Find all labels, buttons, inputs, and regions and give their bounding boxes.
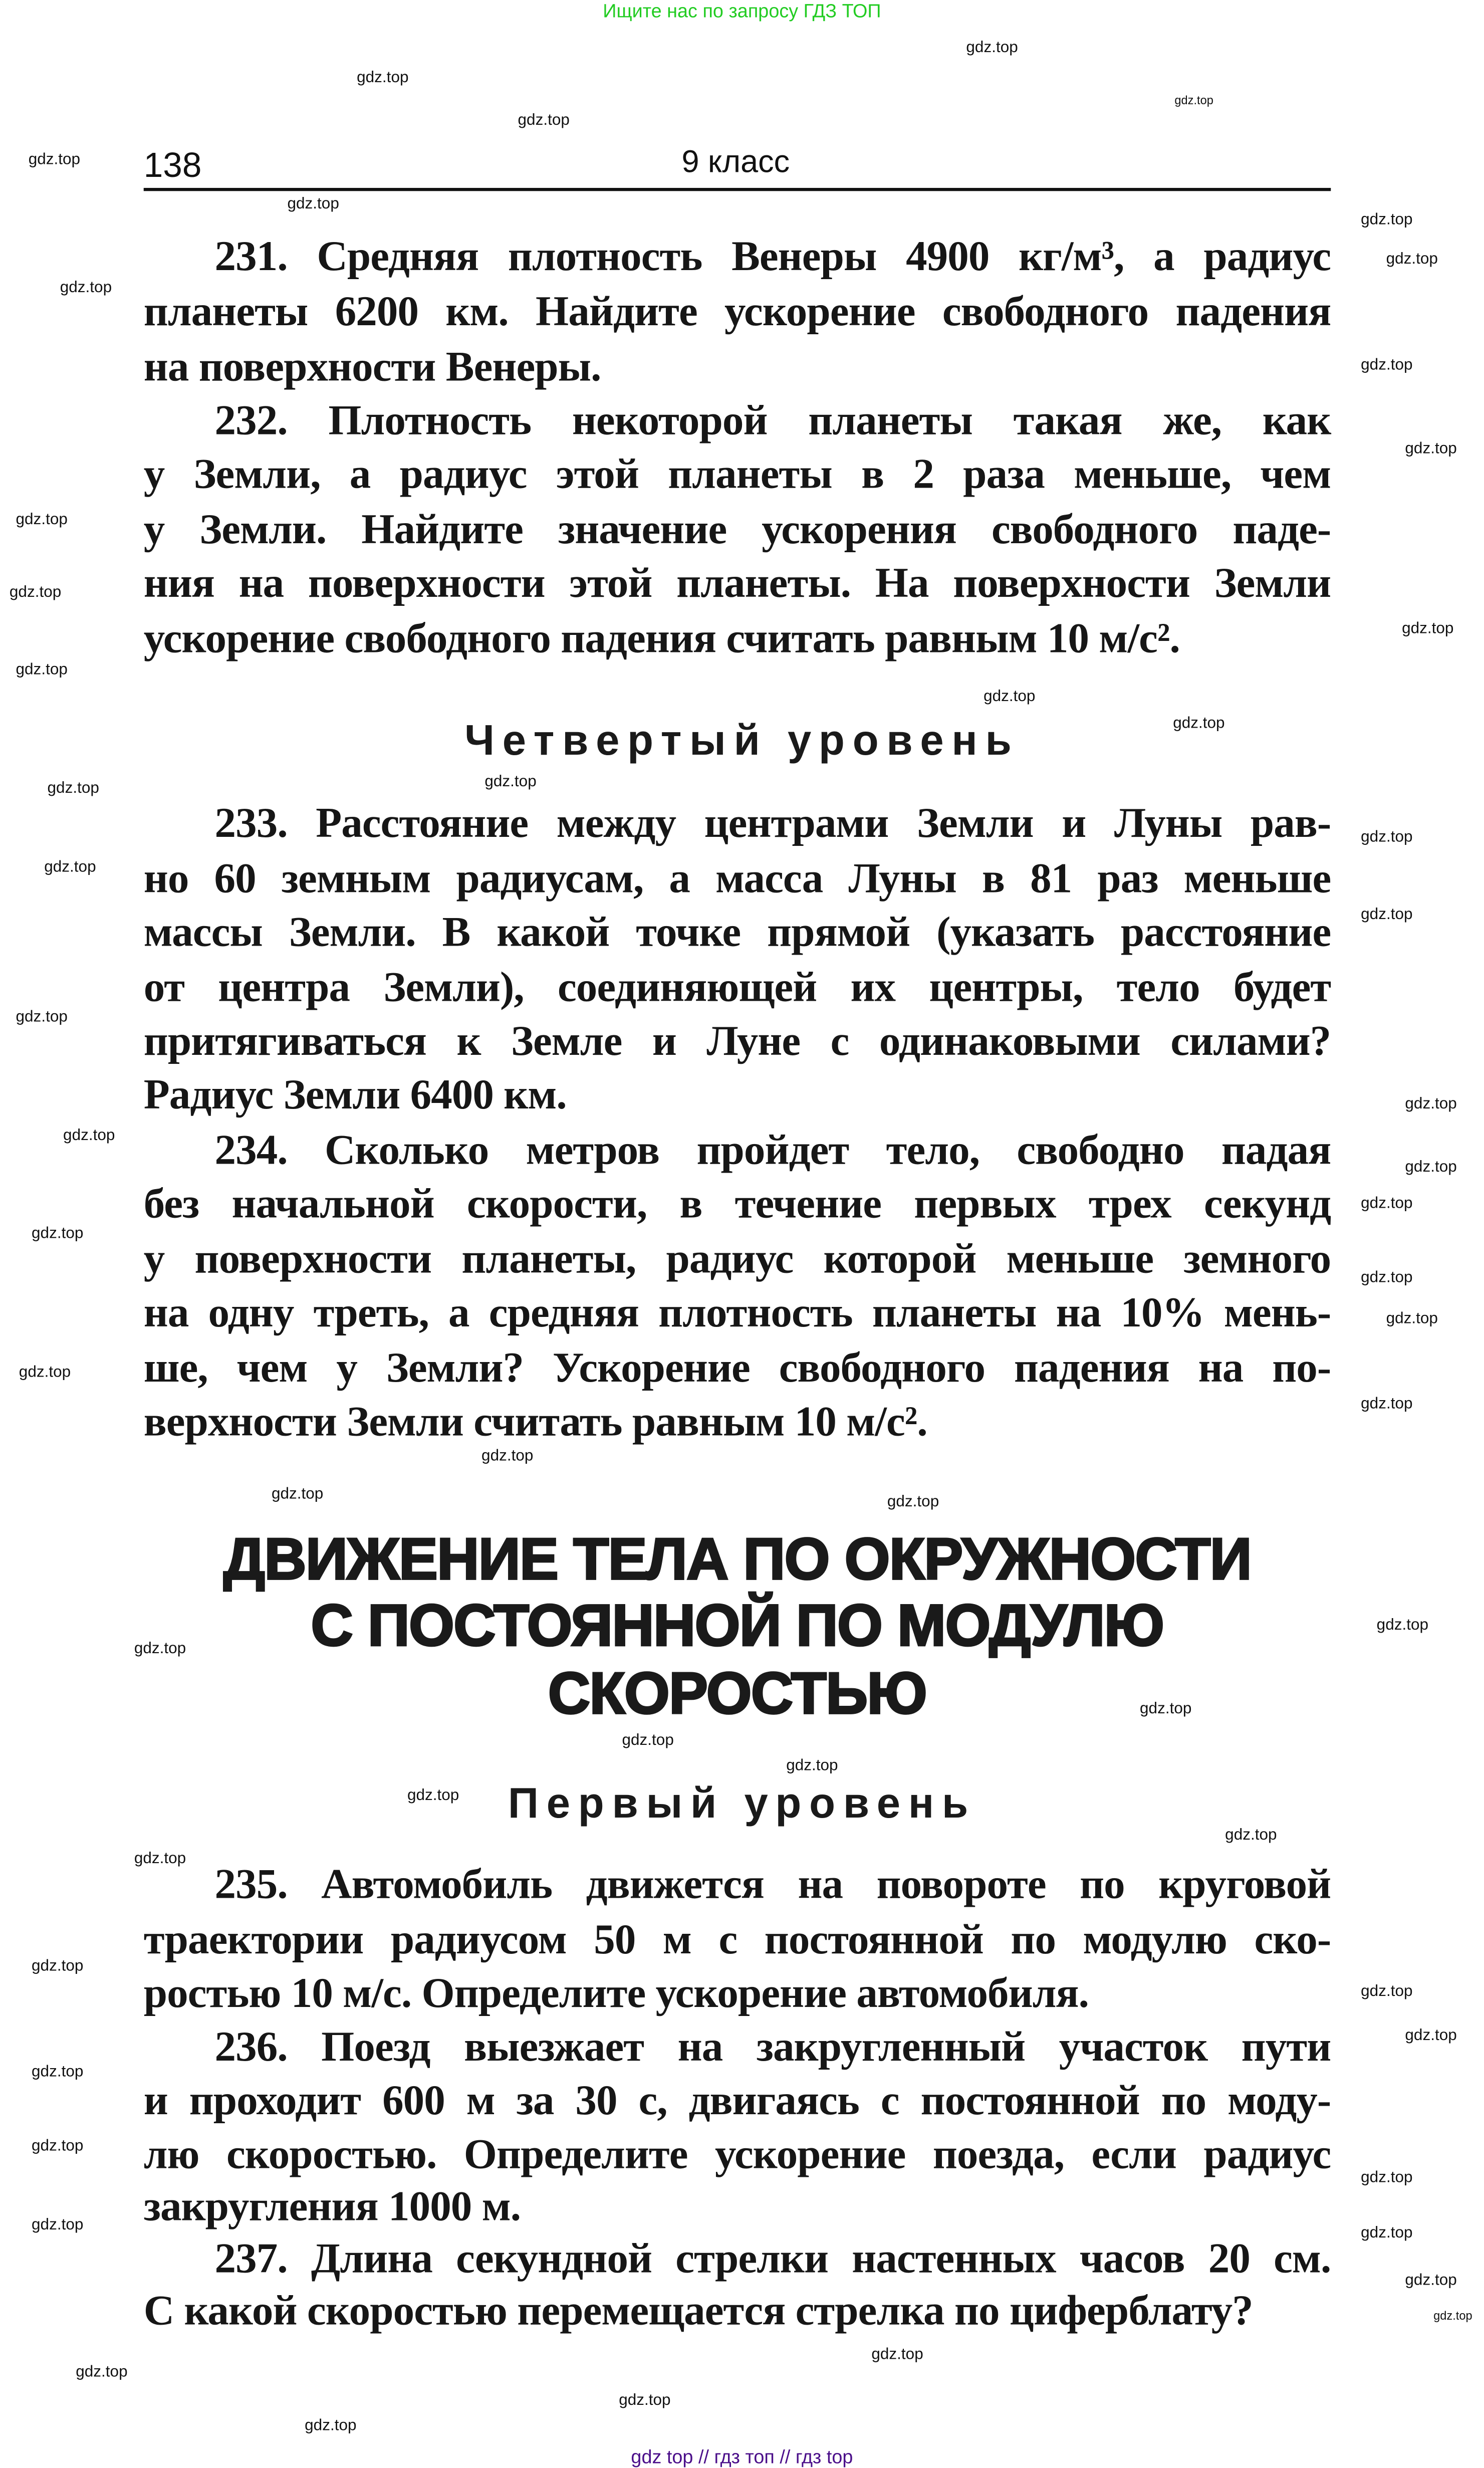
problem-line-first xyxy=(215,2231,1331,2285)
watermark: gdz.top xyxy=(60,279,112,297)
watermark: gdz.top xyxy=(518,112,570,130)
problem-text: Сколько метров пройдет тело, свободно падая xyxy=(287,1126,1331,1174)
watermark: gdz.top xyxy=(871,2346,923,2364)
watermark: gdz.top xyxy=(357,69,409,87)
watermark: gdz.top xyxy=(32,2217,84,2234)
watermark: gdz.top xyxy=(134,1850,186,1868)
watermark: gdz.top xyxy=(1225,1827,1277,1845)
problem-line: массы Земли. В какой точке прямой (указать расстояние xyxy=(143,908,1331,956)
watermark: gdz.top xyxy=(622,1732,674,1750)
problem-line: ростью 10 м/с. Определите ускорение автомобиля. xyxy=(143,1969,1089,2016)
watermark: gdz.top xyxy=(1173,715,1225,733)
watermark: gdz.top xyxy=(1361,906,1413,924)
watermark: gdz.top xyxy=(305,2417,357,2435)
problem-line-first xyxy=(215,393,1331,447)
watermark: gdz.top xyxy=(1433,2308,1472,2323)
problem-number: 231. xyxy=(214,232,288,280)
problem-line: у Земли, а радиус этой планеты в 2 раза меньше, чем xyxy=(143,450,1331,498)
problem-line: но 60 земным радиусам, а масса Луны в 81 раз меньше xyxy=(143,854,1331,902)
problem-text: Расстояние между центрами Земли и Луны рав- xyxy=(287,799,1331,846)
watermark: gdz.top xyxy=(619,2392,671,2410)
watermark: gdz.top xyxy=(484,773,537,791)
problem-line: у Земли. Найдите значение ускорения свободного паде- xyxy=(143,505,1331,553)
problem-text: Плотность некоторой планеты такая же, как xyxy=(287,396,1331,444)
watermark: gdz.top xyxy=(1386,251,1438,269)
problem-number: 232. xyxy=(214,396,288,444)
watermark: gdz.top xyxy=(1361,1983,1413,2001)
watermark: gdz.top xyxy=(32,2064,84,2082)
problem-line-first xyxy=(215,796,1331,849)
watermark: gdz.top xyxy=(887,1493,939,1511)
watermark: gdz.top xyxy=(407,1787,459,1805)
problem-line: притягиваться к Земле и Луне с одинаковыми силами? xyxy=(143,1017,1331,1064)
problem-line-first xyxy=(215,229,1331,283)
watermark: gdz.top xyxy=(16,1009,68,1027)
watermark: gdz.top xyxy=(19,1364,71,1382)
watermark: gdz.top xyxy=(1361,1195,1413,1213)
watermark: gdz.top xyxy=(9,584,62,602)
watermark: gdz.top xyxy=(32,1225,84,1243)
watermark: gdz.top xyxy=(1402,620,1454,638)
watermark: gdz.top xyxy=(63,1127,115,1145)
page-number: 138 xyxy=(143,145,202,185)
problem-number: 234. xyxy=(214,1126,288,1174)
problem-line-first xyxy=(215,2020,1331,2073)
watermark: gdz.top xyxy=(1386,1310,1438,1328)
watermark: gdz.top xyxy=(16,511,68,529)
problem-line: без начальной скорости, в течение первых трех секунд xyxy=(143,1179,1331,1227)
watermark: gdz.top xyxy=(287,195,339,213)
watermark: gdz.top xyxy=(1361,357,1413,374)
problem-line-first xyxy=(215,1857,1331,1911)
problem-line: ния на поверхности этой планеты. На поверхности Земли xyxy=(143,559,1331,606)
problem-line: ше, чем у Земли? Ускорение свободного падения на по- xyxy=(143,1343,1331,1392)
problem-line: верхности Земли считать равным 10 м/с². xyxy=(143,1397,927,1445)
watermark: gdz.top xyxy=(1361,2169,1413,2187)
problem-number: 235. xyxy=(214,1860,288,1908)
watermark: gdz.top xyxy=(1405,440,1457,458)
watermark: gdz.top xyxy=(16,661,68,679)
problem-number: 237. xyxy=(214,2234,288,2282)
watermark: gdz.top xyxy=(271,1486,324,1503)
page-header-title: 9 класс xyxy=(681,145,790,180)
watermark: gdz.top xyxy=(44,859,96,876)
problem-line: лю скоростью. Определите ускорение поезда, если радиус xyxy=(143,2130,1331,2178)
watermark: gdz.top xyxy=(47,780,99,798)
watermark: gdz.top xyxy=(1361,1396,1413,1414)
watermark: gdz.top xyxy=(1361,211,1413,229)
watermark: gdz.top xyxy=(76,2364,128,2381)
watermark: gdz.top xyxy=(966,39,1018,57)
problem-number: 233. xyxy=(214,799,288,846)
problem-line: ускорение свободного падения считать равным 10 м/с². xyxy=(143,614,1180,662)
problem-line: С какой скоростью перемещается стрелка по циферблату? xyxy=(143,2286,1253,2334)
watermark: gdz.top xyxy=(983,688,1036,706)
watermark: gdz.top xyxy=(1361,829,1413,846)
problem-line: на поверхности Венеры. xyxy=(143,342,601,390)
watermark: gdz.top xyxy=(1361,2224,1413,2242)
watermark: gdz.top xyxy=(481,1448,534,1466)
problem-line: планеты 6200 км. Найдите ускорение свободного падения xyxy=(143,287,1331,335)
problem-line: на одну треть, а средняя плотность планеты на 10% мень- xyxy=(143,1288,1331,1336)
watermark: gdz.top xyxy=(1405,1159,1457,1177)
problem-text: Длина секундной стрелки настенных часов 20 см. xyxy=(287,2234,1331,2282)
watermark: gdz.top xyxy=(1376,1617,1429,1635)
section-title-line: ДВИЖЕНИЕ ТЕЛА ПО ОКРУЖНОСТИ xyxy=(223,1527,1252,1592)
level-heading: Первый уровень xyxy=(508,1779,976,1827)
watermark: gdz.top xyxy=(1405,2027,1457,2045)
problem-text: Средняя плотность Венеры 4900 кг/м³, а радиус xyxy=(287,232,1331,280)
header-rule xyxy=(144,188,1331,191)
watermark: gdz.top xyxy=(1174,93,1213,108)
section-title-line: С ПОСТОЯННОЙ ПО МОДУЛЮ xyxy=(311,1593,1164,1658)
problem-text: Поезд выезжает на закругленный участок пути xyxy=(287,2023,1331,2070)
watermark: gdz.top xyxy=(1140,1700,1192,1718)
watermark: gdz.top xyxy=(786,1757,838,1775)
problem-line-first xyxy=(215,1123,1331,1176)
watermark: gdz.top xyxy=(134,1640,186,1658)
watermark: gdz.top xyxy=(32,2138,84,2156)
watermark: gdz.top xyxy=(1405,1095,1457,1113)
problem-line: закругления 1000 м. xyxy=(143,2182,521,2230)
problem-line: траектории радиусом 50 м с постоянной по модулю ско- xyxy=(143,1915,1331,1963)
watermark: gdz.top xyxy=(1361,1269,1413,1287)
level-heading: Четвертый уровень xyxy=(464,717,1020,765)
watermark: gdz.top xyxy=(1405,2272,1457,2290)
problem-line: от центра Земли), соединяющей их центры, тело будет xyxy=(143,963,1331,1011)
problem-line: и проходит 600 м за 30 с, двигаясь с постоянной по моду- xyxy=(143,2076,1331,2124)
section-title-line: СКОРОСТЬЮ xyxy=(548,1661,927,1726)
bottom-banner: gdz top // гдз топ // гдз top xyxy=(631,2445,853,2468)
top-banner: Ищите нас по запросу ГДЗ ТОП xyxy=(603,0,881,23)
problem-text: Автомобиль движется на повороте по круговой xyxy=(287,1860,1331,1908)
watermark: gdz.top xyxy=(32,1958,84,1975)
problem-line: Радиус Земли 6400 км. xyxy=(143,1070,567,1118)
problem-line: у поверхности планеты, радиус которой меньше земного xyxy=(143,1235,1331,1282)
watermark: gdz.top xyxy=(28,151,81,169)
problem-number: 236. xyxy=(214,2023,288,2070)
